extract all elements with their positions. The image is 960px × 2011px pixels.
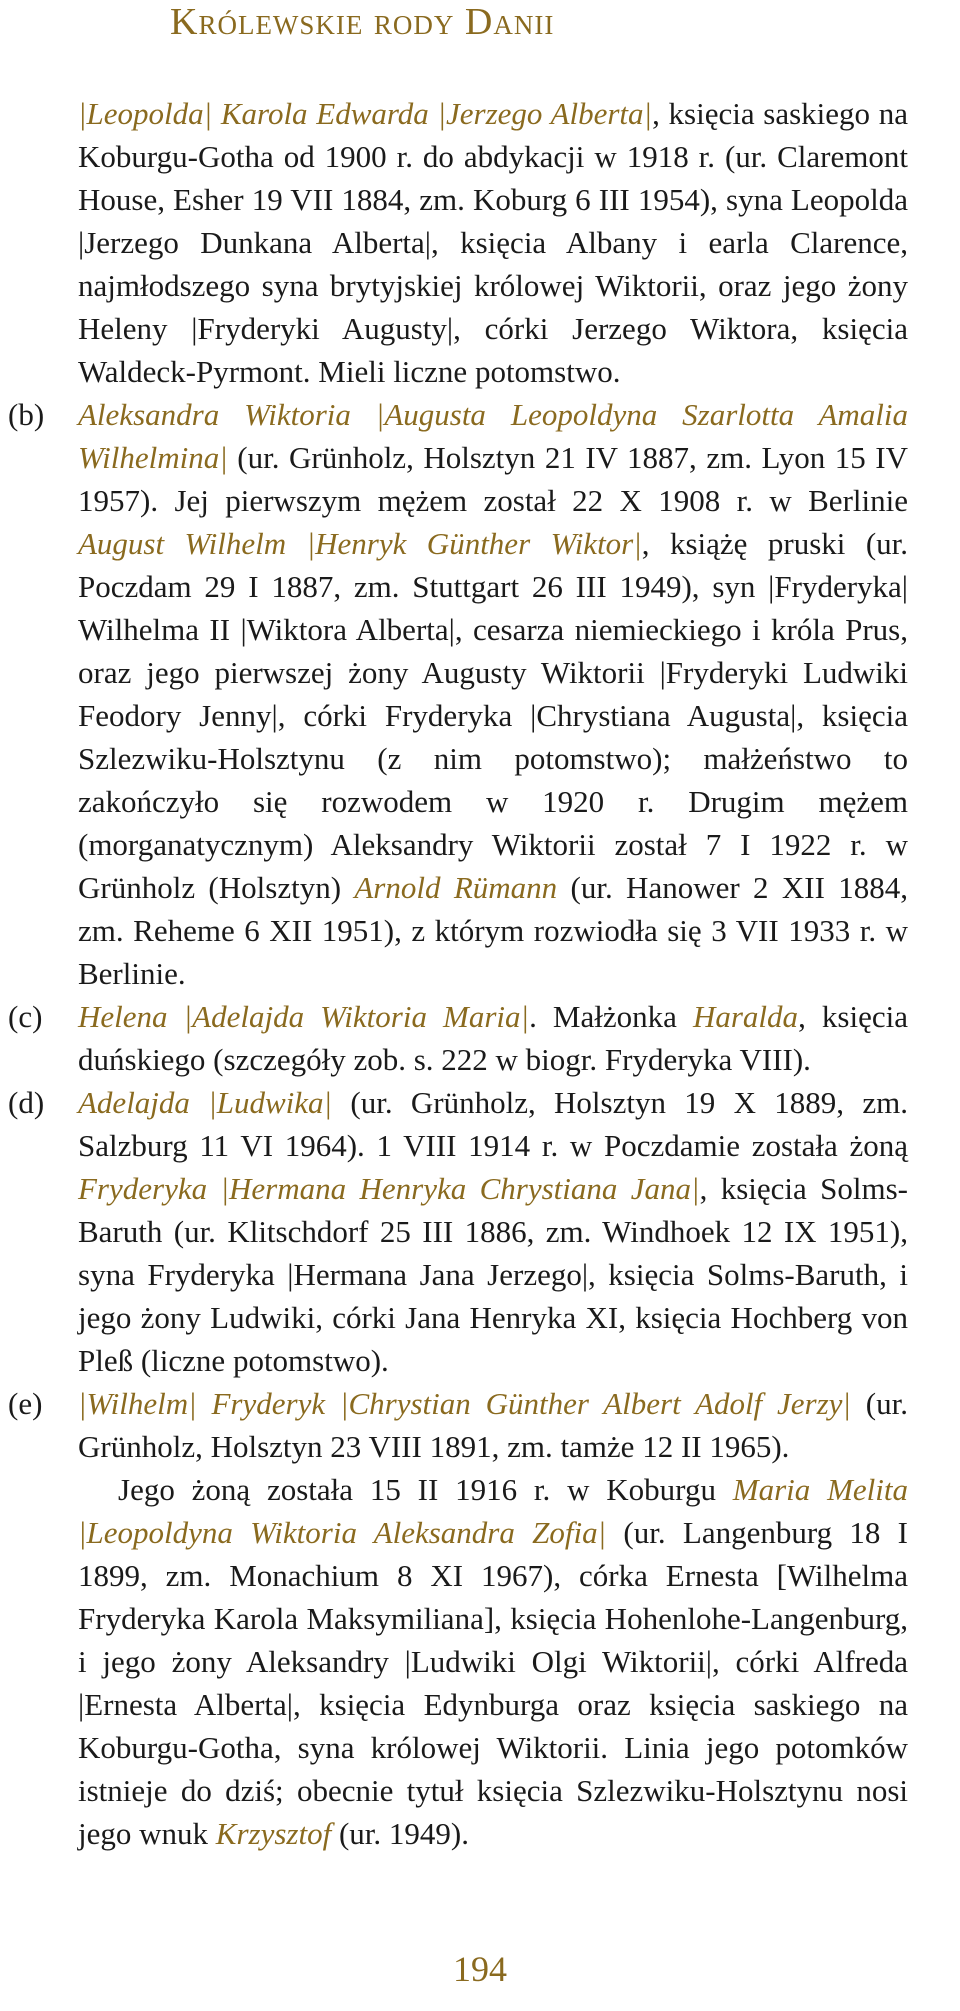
entry-marker: (d) (8, 1085, 45, 1120)
paragraph-text: (ur. 1949). (331, 1816, 469, 1851)
paragraph-text: , księcia saskiego na Koburgu-Gotha od 1900 r. do abdykacji w 1918 r. (ur. Claremont House, Esher 19 VII 1884, zm. Koburg 6 III 1954), syna Leopolda |Jerzego Dunkana Alberta|, księcia Albany i earla Clarence, najmłodszego syna brytyjskiej królowej Wiktorii, oraz jego żony Heleny |Fryderyki Augusty|, córki Jerzego Wiktora, księcia Waldeck-Pyrmont. Mieli liczne potomstwo. (78, 96, 908, 389)
running-header: Królewskie rody Danii (170, 1, 555, 43)
person-name: Fryderyka |Hermana Henryka Chrystiana Jana| (78, 1171, 700, 1206)
entry-text: , książę pruski (ur. Poczdam 29 I 1887, zm. Stuttgart 26 III 1949), syn |Fryderyka| Wilhelma II |Wiktora Alberta|, cesarza niemieckiego i króla Prus, oraz jego pierwszej żony Augusty Wiktorii |Fryderyki Ludwiki Feodory Jenny|, córki Fryderyka |Chrystiana Augusta|, księcia Szlezwiku-Holsztynu (z nim potomstwo); małżeństwo to zakończyło się rozwodem w 1920 r. Drugim mężem (morganatycznym) Aleksandry Wiktorii został 7 I 1922 r. w Grünholz (Holsztyn) (78, 526, 909, 905)
person-name: |Leopolda| Karola Edwarda |Jerzego Alberta| (78, 96, 653, 131)
entry-marker: (b) (8, 397, 45, 432)
entry-marker: (c) (8, 999, 43, 1034)
entry-e (8, 1382, 908, 1468)
person-name: August Wilhelm |Henryk Günther Wiktor| (78, 526, 642, 561)
person-name: Maria Melita |Leopoldyna Wiktoria Aleksandra Zofia| (78, 1472, 908, 1550)
paragraph-text: (ur. Langenburg 18 I 1899, zm. Monachium 8 XI 1967), córka Ernesta [Wilhelma Fryderyka Karola Maksymiliana], księcia Hohenlohe-Langenburg, i jego żony Aleksandry |Ludwiki Olgi Wiktorii|, córki Alfreda |Ernesta Alberta|, księcia Edynburga oraz księcia saskiego na Koburgu-Gotha, syna królowej Wiktorii. Linia jego potomków istnieje do dziś; obecnie tytuł księcia Szlezwiku-Holsztynu nosi jego wnuk (78, 1515, 908, 1851)
person-name: Arnold Rümann (354, 870, 558, 905)
entry-text: , księcia duńskiego (szczegóły zob. s. 222 w biogr. Fryderyka VIII). (78, 999, 908, 1077)
entry-text: (ur. Grünholz, Holsztyn 21 IV 1887, zm. Lyon 15 IV 1957). Jej pierwszym mężem został 22 X 1908 r. w Berlinie (78, 440, 908, 518)
entry-text: (ur. Grünholz, Holsztyn 23 VIII 1891, zm. tamże 12 II 1965). (78, 1386, 908, 1464)
person-name: Helena |Adelajda Wiktoria Maria| (78, 999, 530, 1034)
person-name: Krzysztof (215, 1816, 332, 1851)
person-name: Aleksandra Wiktoria |Augusta Leopoldyna Szarlotta Amalia Wilhelmina| (78, 397, 908, 475)
person-name: |Wilhelm| Fryderyk |Chrystian Günther Albert Adolf Jerzy| (78, 1386, 851, 1421)
paragraph-text: Jego żoną została 15 II 1916 r. w Koburgu (118, 1472, 733, 1507)
person-name: Adelajda |Ludwika| (78, 1085, 333, 1120)
paragraph-marriage (78, 1468, 908, 1855)
entry-b (8, 393, 909, 995)
main-text (8, 92, 909, 1855)
person-name: Haralda (692, 999, 799, 1034)
paragraph-leopold (78, 92, 908, 393)
entry-text: . Małżonka (529, 999, 693, 1034)
entry-text: , księcia Solms-Baruth (ur. Klitschdorf 25 III 1886, zm. Windhoek 12 IX 1951), syna Fryderyka |Hermana Jana Jerzego|, księcia Solms-Baruth, i jego żony Ludwiki, córki Jana Henryka XI, księcia Hochberg von Pleß (liczne potomstwo). (78, 1171, 908, 1378)
entry-text: (ur. Hanower 2 XII 1884, zm. Reheme 6 XII 1951), z którym rozwiodła się 3 VII 1933 r. w Berlinie. (78, 870, 909, 991)
entry-text: (ur. Grünholz, Holsztyn 19 X 1889, zm. Salzburg 11 VI 1964). 1 VIII 1914 r. w Poczdamie została żoną (78, 1085, 908, 1163)
entry-marker: (e) (8, 1386, 43, 1421)
entry-d (8, 1081, 908, 1382)
page-number: 194 (453, 1949, 507, 1989)
entry-c (8, 995, 908, 1081)
